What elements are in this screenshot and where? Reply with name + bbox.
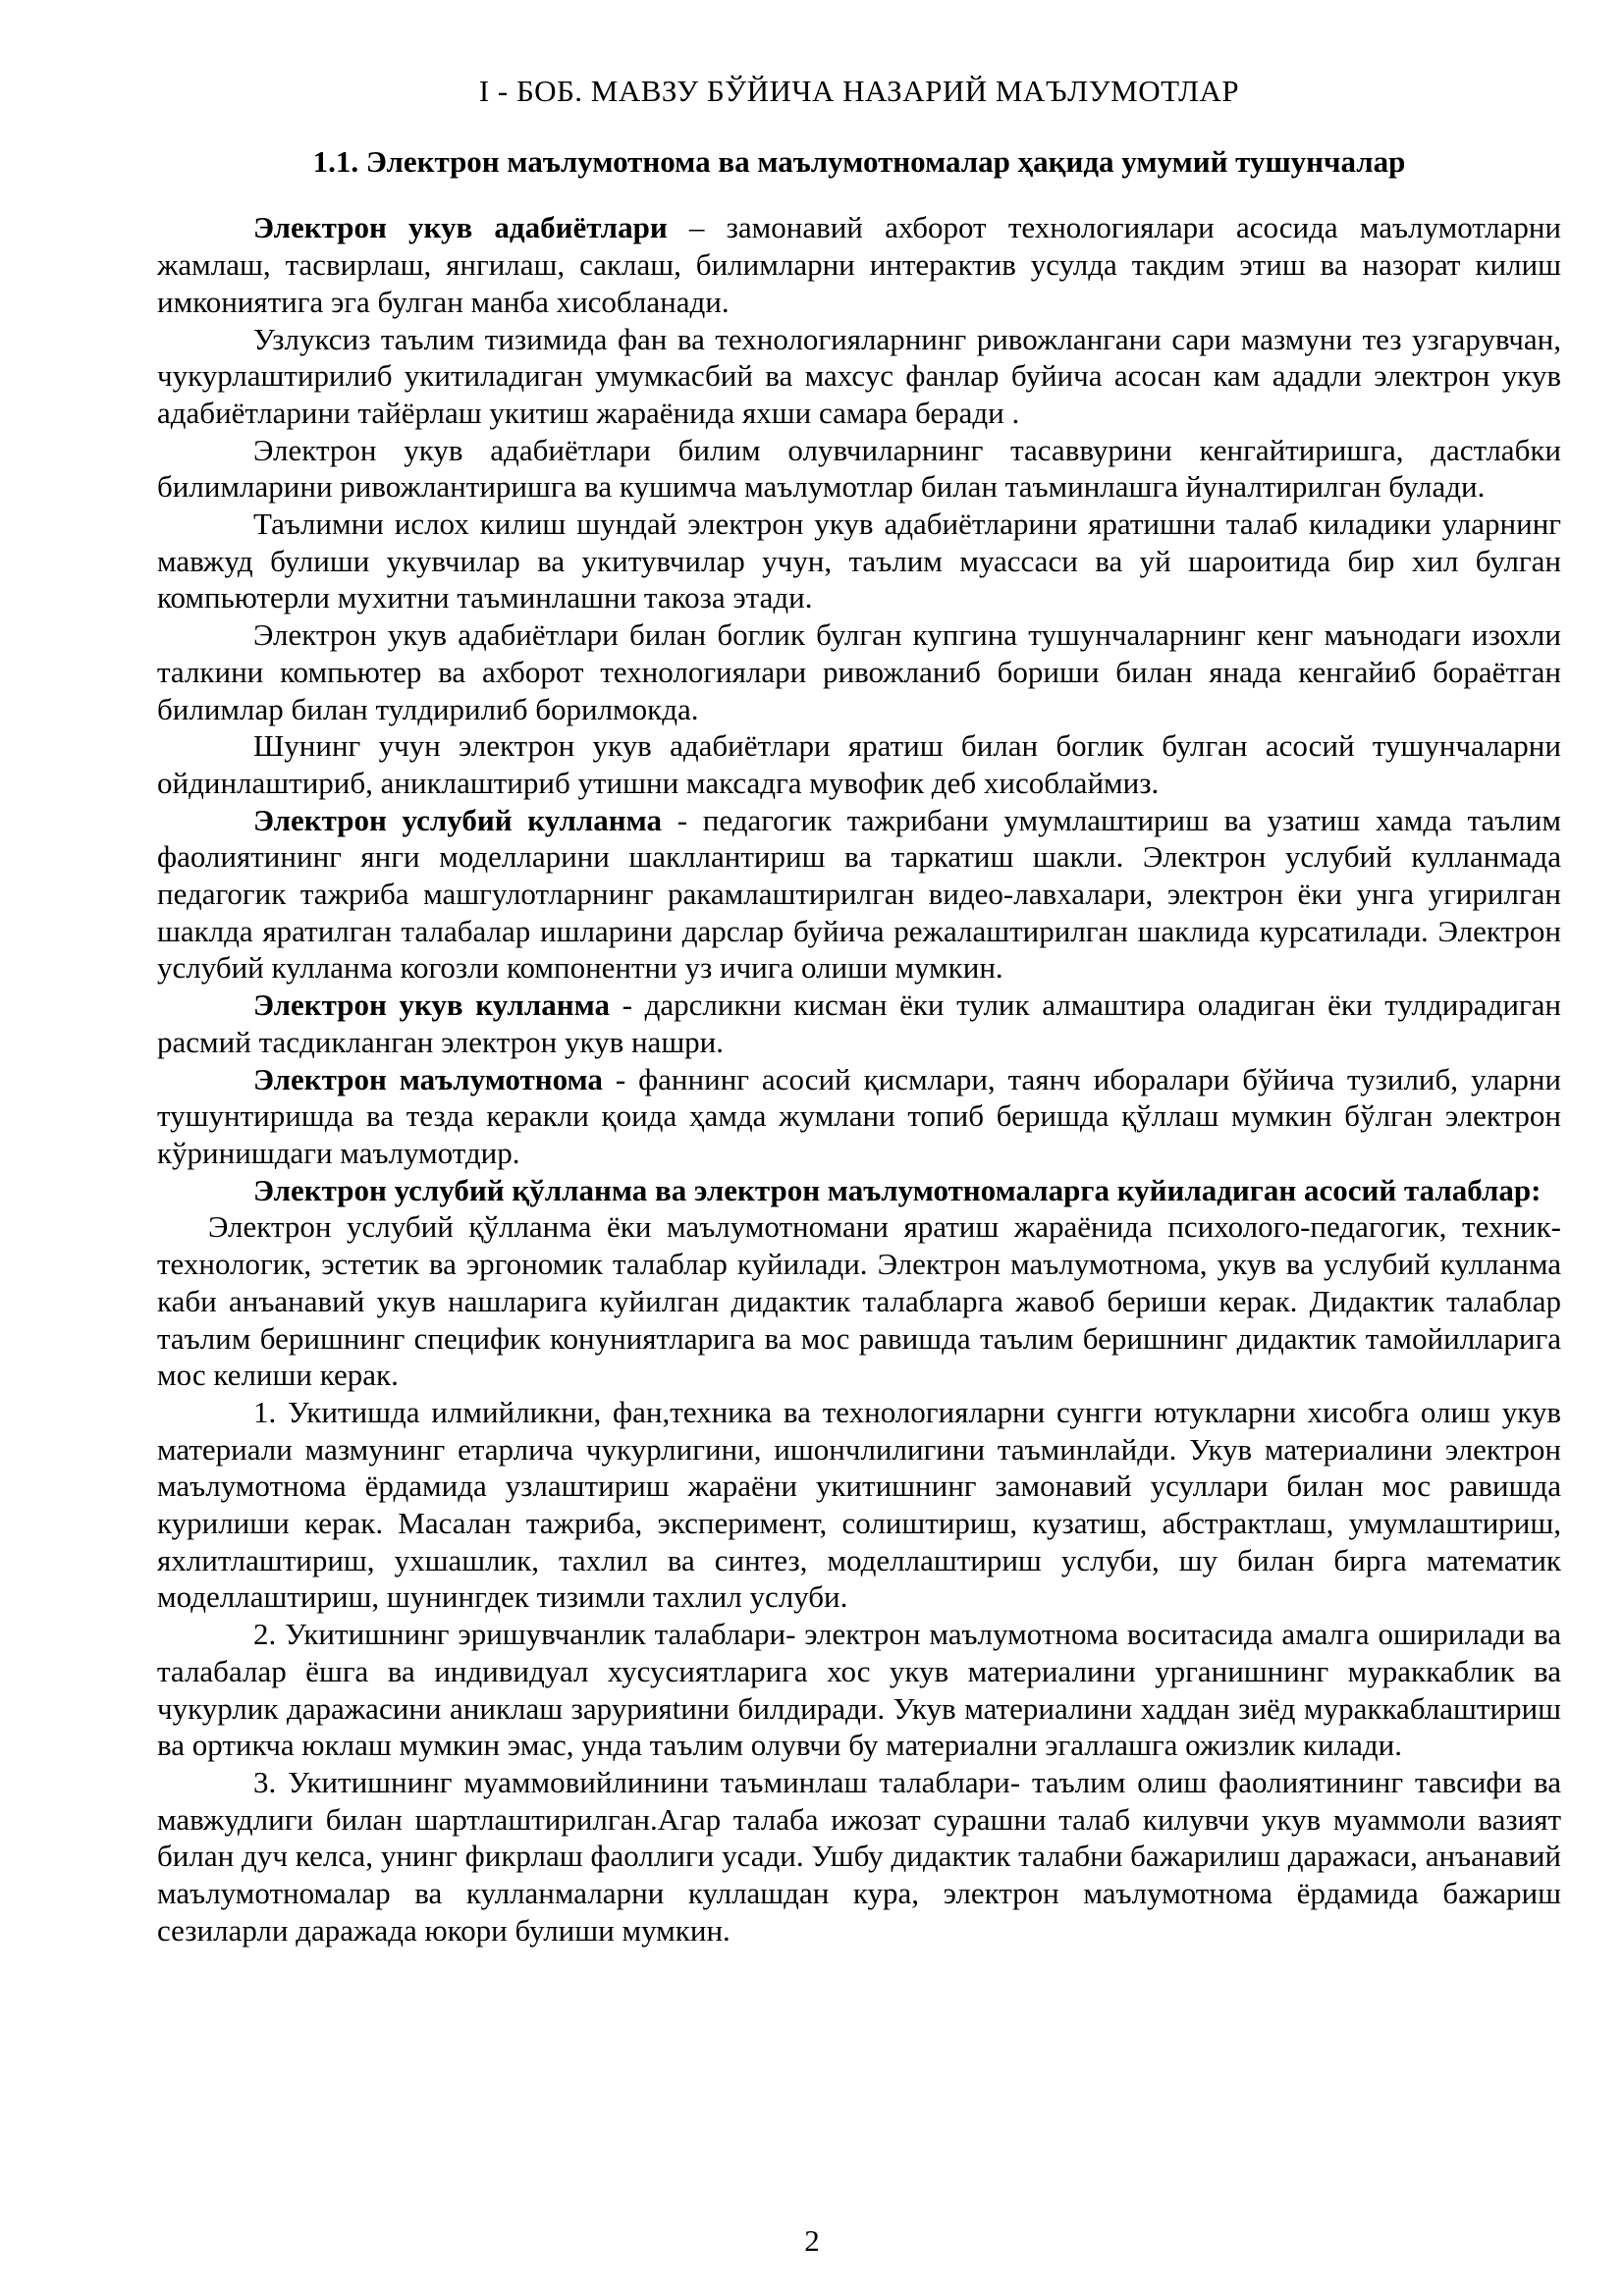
paragraph-1-text: – замонавий ахборот технологиялари асосида маълумотларни жамлаш, тасвирлаш, янгилаш, саклаш, билимларни интерактив усулда такдим этиш ва назорат килиш имкониятига эга булган манба хисобланади.	[157, 210, 1561, 319]
term-electronic-literature: Электрон укув адабиётлари	[253, 210, 668, 245]
paragraph-2: Узлуксиз таълим тизимида фан ва технологияларнинг ривожлангани сари мазмуни тез узгарувчан, чукурлаштирилиб укитиладиган умумкасбий ва махсус фанлар буйича асосан кам ададли электрон укув адабиётларини тайёрлаш укитиш жараёнида яхши самара беради .	[157, 321, 1561, 430]
paragraph-7-text: - педагогик тажрибани умумлаштириш ва узатиш хамда таълим фаолиятининг янги моделларини шакллантириш ва таркатиш шакли. Электрон услубий кулланмада педагогик тажриба машгулотларнинг ракамлаштирилган видео-лавхалари, электрон ёки унга угирилган шаклда яратилган талабалар ишларини дарслар буйича режалаштирилган шаклида курсатилади. Электрон услубий кулланма когозли компонентни уз ичига олиши мумкин.	[157, 802, 1561, 986]
paragraph-12: 1. Укитишда илмийликни, фан,техника ва технологияларни сунгги ютукларни хисобга олиш укув материали мазмунинг етарлича чукурлигини, ишончлилигини таъминлайди. Укув материалини электрон маълумотнома ёрдамида узлаштириш жараёни укитишнинг замонавий усуллари билан мос равишда курилиши керак. Масалан тажриба, эксперимент, солиштириш, кузатиш, абстрактлаш, умумлаштириш, яхлитлаштириш, ухшашлик, тахлил ва синтез, моделлаштириш услуби, шу билан бирга математик моделлаштириш, шунингдек тизимли тахлил услуби.	[157, 1394, 1561, 1615]
term-electronic-reference: Электрон маълумотнома	[253, 1061, 603, 1096]
term-electronic-study-guide: Электрон укув кулланма	[253, 988, 610, 1023]
paragraph-4: Таълимни ислох килиш шундай электрон укув адабиётларини яратишни талаб киладики уларнинг мавжуд булиши укувчилар ва укитувчилар учун, таълим муассаси ва уй шароитида бир хил булган компьютерли мухитни таъминлашни такоза этади.	[157, 507, 1561, 615]
page-number: 2	[804, 2223, 820, 2258]
paragraph-3: Электрон укув адабиётлари билим олувчиларнинг тасаввурини кенгайтиришга, дастлабки билимларини ривожлантиришга ва кушимча маълумотлар билан таъминлашга йуналтирилган булади.	[157, 432, 1561, 505]
paragraph-9	[157, 1061, 1561, 1172]
term-electronic-methodical-guide: Электрон услубий кулланма	[253, 802, 662, 837]
paragraph-8	[157, 987, 1561, 1060]
paragraph-13: 2. Укитишнинг эришувчанлик талаблари- электрон маълумотнома воситасида амалга оширилади ва талабалар ёшга ва индивидуал хусусиятларига хос укув материалини урганишнинг мураккаблик ва чукурлик даражасини аниклаш зарурияtини билдиради. Укув материалини хаддан зиёд мураккаблаштириш ва ортикча юклаш мумкин эмас, унда таълим олувчи бу материални эгаллашга ожизлик килади.	[157, 1617, 1561, 1763]
chapter-title: I - БОБ. МАВЗУ БЎЙИЧА НАЗАРИЙ МАЪЛУМОТЛАР	[478, 74, 1240, 108]
paragraph-5: Электрон укув адабиётлари билан боглик булган купгина тушунчаларнинг кенг маънодаги изохли талкини компьютер ва ахборот технологиялари ривожланиб бориши билан янада кенгайиб бораётган билимлар билан тулдирилиб борилмокда.	[157, 617, 1561, 726]
requirements-heading: Электрон услубий қўлланма ва электрон маълумотномаларга куйиладиган асосий талаблар:	[253, 1172, 1542, 1207]
document-page	[157, 73, 1561, 1949]
paragraph-9-text: - фаннинг асосий қисмлари, таянч иборалари бўйича тузилиб, уларни тушунтиришда ва тезда керакли қоида ҳамда жумлани топиб беришда қўллаш мумкин бўлган электрон кўринишдаги маълумотдир.	[157, 1061, 1562, 1170]
paragraph-8-text: - дарсликни кисман ёки тулик алмаштира оладиган ёки тулдирадиган расмий тасдикланган электрон укув нашри.	[157, 988, 1561, 1059]
paragraph-6: Шунинг учун электрон укув адабиётлари яратиш билан боглик булган асосий тушунчаларни ойдинлаштириб, аниклаштириб утишни максадга мувофик деб хисоблаймиз.	[157, 728, 1561, 800]
paragraph-7	[157, 802, 1561, 988]
paragraph-11: Электрон услубий қўлланма ёки маълумотномани яратиш жараёнида психолого-педагогик, техник-технологик, эстетик ва эргономик талаблар куйилади. Электрон маълумотнома, укув ва услубий кулланма каби анъанавий укув нашларига куйилган дидактик талабларга жавоб бериши керак. Дидактик талаблар таълим беришнинг специфик конуниятларига ва мос равишда таълим беришнинг дидактик тамойилларига мос келиши керак.	[157, 1209, 1561, 1393]
section-title: 1.1. Электрон маълумотнома ва маълумотномалар ҳақида умумий тушунчалар	[312, 143, 1406, 179]
paragraph-1	[157, 209, 1561, 320]
paragraph-14: 3. Укитишнинг муаммовийлинини таъминлаш талаблари- таълим олиш фаолиятининг тавсифи ва мавжудлиги билан шартлаштирилган.Агар талаба ижозат сурашни талаб килувчи укув муаммоли вазият билан дуч келса, унинг фикрлаш фаоллиги усади. Ушбу дидактик талабни бажарилиш даражаси, анъанавий маълумотномалар ва кулланмаларни куллашдан кура, электрон маълумотнома ёрдамида бажариш сезиларли даражада юкори булиши мумкин.	[157, 1764, 1561, 1948]
